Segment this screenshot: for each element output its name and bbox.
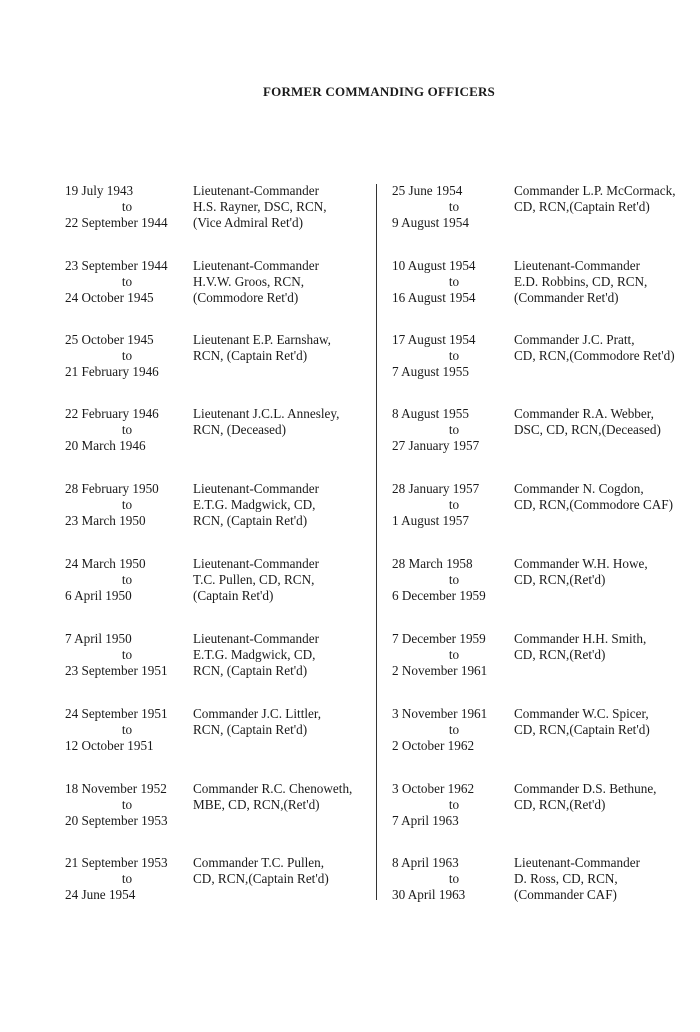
officer-line: Lieutenant-Commander: [193, 183, 319, 198]
officer-line: Commander R.C. Chenoweth,: [193, 781, 353, 796]
officer-line: H.S. Rayner, DSC, RCN,: [193, 199, 327, 214]
officer-name: [193, 706, 321, 738]
officer-line: E.D. Robbins, CD, RCN,: [514, 274, 648, 289]
officer-name: [193, 781, 352, 813]
date-separator: to: [448, 647, 460, 662]
end-date: 2 October 1962: [392, 738, 475, 753]
end-date: 21 February 1946: [65, 364, 159, 379]
date-separator: to: [448, 797, 460, 812]
tenure-dates: [65, 332, 189, 380]
officer-name: [514, 258, 647, 306]
officer-line: Commander L.P. McCormack,: [514, 183, 676, 198]
officer-line: CD, RCN,(Ret'd): [514, 647, 606, 662]
officer-name: [193, 481, 319, 529]
officer-line: Commander N. Cogdon,: [514, 481, 644, 496]
start-date: 7 April 1950: [65, 631, 132, 646]
tenure-dates: [392, 631, 516, 679]
end-date: 9 August 1954: [392, 215, 469, 230]
date-separator: to: [448, 422, 460, 437]
tenure-dates: [65, 481, 189, 529]
officer-name: [193, 332, 331, 364]
end-date: 24 October 1945: [65, 290, 154, 305]
start-date: 3 October 1962: [392, 781, 475, 796]
start-date: 8 August 1955: [392, 406, 469, 421]
officer-line: Commander W.H. Howe,: [514, 556, 648, 571]
end-date: 6 December 1959: [392, 588, 486, 603]
end-date: 20 September 1953: [65, 813, 168, 828]
officer-line: Commander J.C. Pratt,: [514, 332, 635, 347]
tenure-dates: [65, 406, 189, 454]
start-date: 28 January 1957: [392, 481, 480, 496]
end-date: 22 September 1944: [65, 215, 168, 230]
start-date: 28 February 1950: [65, 481, 159, 496]
officer-line: Commander R.A. Webber,: [514, 406, 654, 421]
tenure-dates: [65, 631, 189, 679]
tenure-dates: [392, 855, 516, 903]
officer-line: Lieutenant J.C.L. Annesley,: [193, 406, 340, 421]
start-date: 25 June 1954: [392, 183, 463, 198]
end-date: 7 August 1955: [392, 364, 469, 379]
officer-name: [514, 855, 640, 903]
officer-line: D. Ross, CD, RCN,: [514, 871, 618, 886]
date-separator: to: [121, 274, 133, 289]
officer-line: MBE, CD, RCN,(Ret'd): [193, 797, 320, 812]
tenure-dates: [65, 781, 189, 829]
end-date: 1 August 1957: [392, 513, 469, 528]
tenure-dates: [65, 183, 189, 231]
date-separator: to: [448, 572, 460, 587]
officer-name: [514, 332, 675, 364]
date-separator: to: [121, 422, 133, 437]
date-separator: to: [121, 348, 133, 363]
officer-line: E.T.G. Madgwick, CD,: [193, 497, 316, 512]
officer-line: CD, RCN,(Commodore CAF): [514, 497, 673, 512]
officer-name: [193, 258, 319, 306]
officer-name: [514, 406, 661, 438]
officer-line: RCN, (Deceased): [193, 422, 287, 437]
date-separator: to: [121, 871, 133, 886]
officer-line: (Captain Ret'd): [193, 588, 274, 603]
start-date: 3 November 1961: [392, 706, 488, 721]
officer-line: H.V.W. Groos, RCN,: [193, 274, 305, 289]
date-separator: to: [448, 497, 460, 512]
tenure-dates: [65, 706, 189, 754]
officer-line: (Commander Ret'd): [514, 290, 619, 305]
officer-name: [193, 406, 339, 438]
officer-name: [514, 706, 650, 738]
end-date: 20 March 1946: [65, 438, 146, 453]
officer-line: Lieutenant E.P. Earnshaw,: [193, 332, 331, 347]
officer-name: [514, 183, 676, 215]
officer-name: [514, 556, 648, 588]
officer-line: Lieutenant-Commander: [193, 258, 319, 273]
start-date: 7 December 1959: [392, 631, 486, 646]
page-title: FORMER COMMANDING OFFICERS: [263, 84, 495, 99]
tenure-dates: [392, 258, 516, 306]
officer-line: CD, RCN,(Ret'd): [514, 572, 606, 587]
tenure-dates: [65, 556, 189, 604]
date-separator: to: [448, 348, 460, 363]
end-date: 12 October 1951: [65, 738, 154, 753]
start-date: 28 March 1958: [392, 556, 473, 571]
officer-line: (Vice Admiral Ret'd): [193, 215, 303, 230]
officer-line: CD, RCN,(Captain Ret'd): [514, 722, 650, 737]
tenure-dates: [392, 183, 516, 231]
date-separator: to: [121, 722, 133, 737]
end-date: 2 November 1961: [392, 663, 488, 678]
officer-name: [193, 183, 327, 231]
tenure-dates: [392, 706, 516, 754]
officer-line: Lieutenant-Commander: [514, 258, 640, 273]
date-separator: to: [448, 871, 460, 886]
end-date: 7 April 1963: [392, 813, 459, 828]
officer-line: Commander H.H. Smith,: [514, 631, 647, 646]
officer-name: [514, 481, 673, 513]
end-date: 30 April 1963: [392, 887, 466, 902]
start-date: 24 September 1951: [65, 706, 168, 721]
end-date: 16 August 1954: [392, 290, 476, 305]
end-date: 27 January 1957: [392, 438, 480, 453]
officer-line: CD, RCN,(Captain Ret'd): [193, 871, 329, 886]
date-separator: to: [121, 199, 133, 214]
start-date: 8 April 1963: [392, 855, 459, 870]
officer-name: [514, 781, 656, 813]
date-separator: to: [121, 647, 133, 662]
officer-line: CD, RCN,(Ret'd): [514, 797, 606, 812]
officer-line: Lieutenant-Commander: [514, 855, 640, 870]
start-date: 17 August 1954: [392, 332, 476, 347]
officer-line: Commander J.C. Littler,: [193, 706, 322, 721]
officer-line: Commander D.S. Bethune,: [514, 781, 657, 796]
start-date: 23 September 1944: [65, 258, 168, 273]
start-date: 25 October 1945: [65, 332, 154, 347]
tenure-dates: [65, 258, 189, 306]
end-date: 23 September 1951: [65, 663, 168, 678]
start-date: 19 July 1943: [65, 183, 134, 198]
officer-line: RCN, (Captain Ret'd): [193, 663, 308, 678]
tenure-dates: [392, 781, 516, 829]
start-date: 18 November 1952: [65, 781, 167, 796]
officer-line: RCN, (Captain Ret'd): [193, 348, 308, 363]
officer-line: Lieutenant-Commander: [193, 631, 319, 646]
start-date: 10 August 1954: [392, 258, 476, 273]
start-date: 24 March 1950: [65, 556, 146, 571]
end-date: 23 March 1950: [65, 513, 146, 528]
officer-name: [193, 855, 329, 887]
officer-name: [193, 631, 319, 679]
date-separator: to: [121, 497, 133, 512]
officer-line: Commander W.C. Spicer,: [514, 706, 649, 721]
officer-name: [193, 556, 319, 604]
officer-line: Commander T.C. Pullen,: [193, 855, 325, 870]
date-separator: to: [448, 199, 460, 214]
date-separator: to: [121, 572, 133, 587]
date-separator: to: [448, 274, 460, 289]
officer-line: T.C. Pullen, CD, RCN,: [193, 572, 315, 587]
start-date: 22 February 1946: [65, 406, 159, 421]
officer-line: CD, RCN,(Captain Ret'd): [514, 199, 650, 214]
end-date: 24 June 1954: [65, 887, 136, 902]
start-date: 21 September 1953: [65, 855, 168, 870]
column-divider: [376, 184, 377, 900]
officer-line: E.T.G. Madgwick, CD,: [193, 647, 316, 662]
date-separator: to: [121, 797, 133, 812]
officer-line: (Commodore Ret'd): [193, 290, 299, 305]
tenure-dates: [65, 855, 189, 903]
officer-line: Lieutenant-Commander: [193, 556, 319, 571]
officer-line: RCN, (Captain Ret'd): [193, 722, 308, 737]
tenure-dates: [392, 481, 516, 529]
tenure-dates: [392, 406, 516, 454]
date-separator: to: [448, 722, 460, 737]
end-date: 6 April 1950: [65, 588, 132, 603]
tenure-dates: [392, 332, 516, 380]
officer-line: DSC, CD, RCN,(Deceased): [514, 422, 661, 437]
officer-line: CD, RCN,(Commodore Ret'd): [514, 348, 675, 363]
officer-line: Lieutenant-Commander: [193, 481, 319, 496]
officer-line: RCN, (Captain Ret'd): [193, 513, 308, 528]
officer-name: [514, 631, 646, 663]
tenure-dates: [392, 556, 516, 604]
officer-line: (Commander CAF): [514, 887, 617, 902]
